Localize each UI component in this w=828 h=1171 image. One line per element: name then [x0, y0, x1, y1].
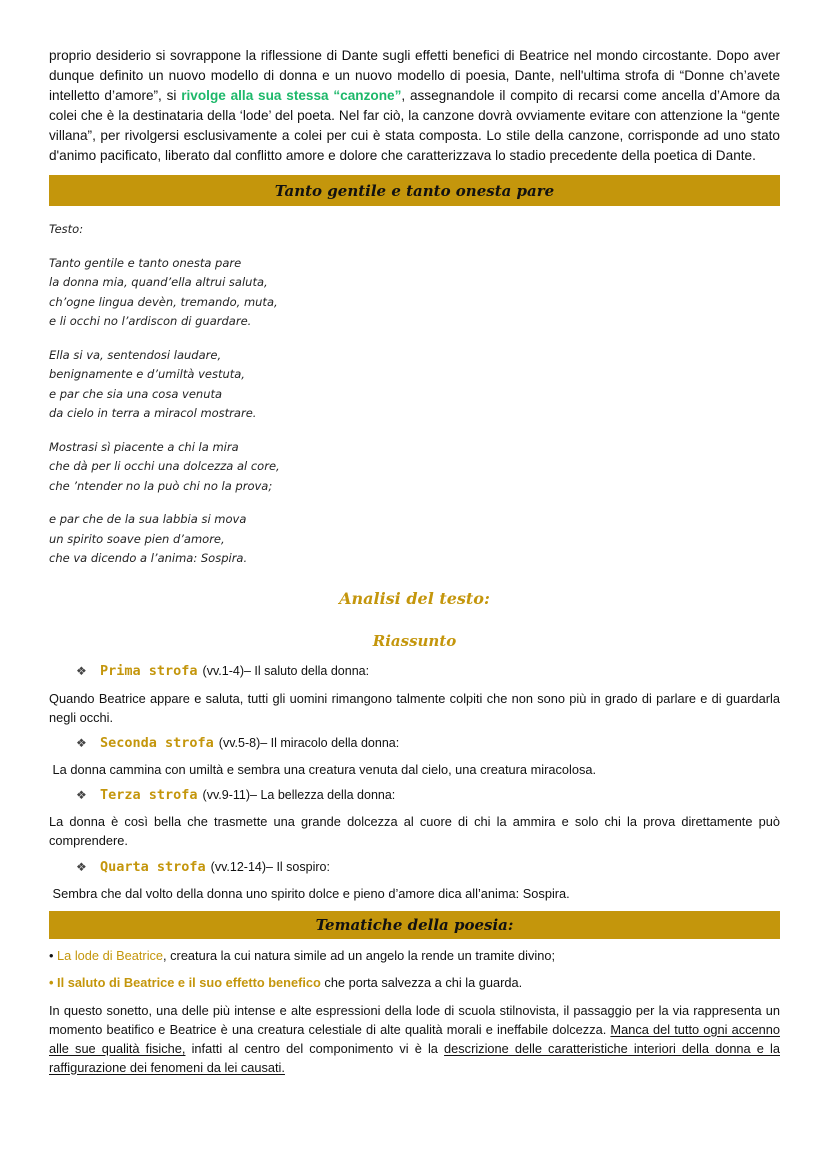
strofa-desc: – Il miracolo della donna: — [260, 735, 400, 750]
poem-verse: che dà per li occhi una dolcezza al core, — [49, 459, 280, 473]
section-title-band — [49, 911, 780, 939]
document-page — [49, 46, 780, 1077]
strofa-name: Seconda strofa — [100, 734, 214, 751]
intro-paragraph: proprio desiderio si sovrappone la riflessione di Dante sugli effetti benefici di Beatrice nel mondo circostante. Dopo aver dunque definito un nuovo modello di donna e un nuovo modello di poesia, Dante, nell'ultima strofa di “Donne ch’avete intelletto d’amore”, si rivolge alla sua stessa “canzone”, assegnandole il compito di recarsi come ancella d’Amore da colei che è la destinataria della ‘lode’ del poeta. Nel far ciò, la canzone dovrà ovviamente evitare con attenzione la “gente villana”, per rivolgersi esclusivamente a colei per cui è stata composta. Lo stile della canzone, corrisponde ad uno stato d'animo pacificato, liberato dal conflitto amore e dolore che caratterizzava lo stadio precedente della poetica di Dante. — [49, 48, 780, 163]
poem-stanza — [49, 254, 780, 332]
poem-verse: Ella si va, sentendosi laudare, — [49, 347, 222, 362]
poem-verse: un spirito soave pien d’amore, — [49, 531, 225, 546]
strofa-item — [49, 735, 780, 751]
strofa-name: Terza strofa — [100, 786, 198, 803]
poem-stanza — [49, 438, 780, 497]
poem-verse: benignamente e d’umiltà vestuta, — [49, 367, 245, 381]
conclusion-paragraph: In questo sonetto, una delle più intense e alte espressioni della lode di scuola stilnovista, il passaggio per la via rappresenta un momento beatifico e Beatrice è una creatura celestiale di alte qualità morali e ineffabile dolcezza. Manca del tutto ogni accenno alle sue qualità fisiche, infatti al centro del componimento vi è la descrizione delle caratteristiche interiori della donna e la raffigurazione dei fenomeni da lei causati. — [49, 1002, 780, 1075]
strofa-item — [49, 663, 780, 679]
poem-block — [49, 220, 780, 569]
strofa-item — [49, 787, 780, 803]
section-title: Tematiche della poesia: — [315, 915, 514, 934]
strofa-range: (vv.9-11) — [202, 787, 251, 802]
poem-verse: e li occhi no l’ardiscon di guardare. — [49, 314, 252, 328]
underlined-text: Manca del tutto ogni accenno alle sue qualità fisiche, — [49, 1021, 780, 1056]
poem-verse: ch’ogne lingua devèn, tremando, muta, — [49, 294, 278, 309]
poem-verse: e par che de la sua labbia si mova — [49, 512, 247, 526]
poem-stanza — [49, 346, 780, 424]
strofa-summary: La donna cammina con umiltà e sembra una creatura venuta dal cielo, una creatura miracolosa. — [49, 761, 597, 777]
strofa-range: (vv.12-14) — [210, 859, 267, 874]
theme-item: • La lode di Beatrice, creatura la cui natura simile ad un angelo la rende un tramite divino; — [49, 947, 555, 963]
poem-verse: la donna mia, quand’ella altrui saluta, — [49, 275, 268, 289]
theme-item: • Il saluto di Beatrice e il suo effetto benefico che porta salvezza a chi la guarda. — [49, 974, 523, 990]
strofa-desc: – Il sospiro: — [266, 859, 330, 874]
poem-verse: Mostrasi sì piacente a chi la mira — [49, 439, 239, 454]
strofa-name: Prima strofa — [100, 662, 198, 679]
section-title-band — [49, 175, 780, 206]
summary-subtitle: Riassunto — [372, 631, 457, 650]
poem-stanza — [49, 510, 780, 569]
diamond-bullet-icon: ❖ — [76, 735, 87, 750]
diamond-bullet-icon: ❖ — [76, 663, 87, 678]
theme-label: La lode di Beatrice — [57, 947, 164, 963]
strofa-range: (vv.5-8) — [218, 735, 261, 750]
underlined-text: descrizione delle caratteristiche interiori della donna e la raffigurazione dei fenomeni da lei causati. — [49, 1040, 780, 1075]
poem-label: Testo: — [49, 222, 84, 236]
poem-verse: che ’ntender no la può chi no la prova; — [49, 478, 273, 493]
section-title: Tanto gentile e tanto onesta pare — [274, 181, 555, 200]
strofa-desc: – La bellezza della donna: — [250, 787, 396, 802]
strofa-desc: – Il saluto della donna: — [243, 663, 370, 678]
strofa-range: (vv.1-4) — [202, 663, 244, 678]
theme-label: • Il saluto di Beatrice e il suo effetto benefico — [49, 974, 321, 990]
poem-verse: Tanto gentile e tanto onesta pare — [49, 255, 242, 270]
highlight-canzone: rivolge alla sua stessa “canzone” — [181, 88, 402, 103]
poem-verse: da cielo in terra a miracol mostrare. — [49, 406, 257, 420]
strofa-summary: Sembra che dal volto della donna uno spirito dolce e pieno d’amore dica all’anima: Sospira. — [49, 885, 570, 901]
strofa-summary: Quando Beatrice appare e saluta, tutti gli uomini rimangono talmente colpiti che non sono più in grado di parlare e di guardarla negli occhi. — [49, 690, 780, 725]
analysis-title: Analisi del testo: — [339, 588, 490, 608]
strofa-item — [49, 859, 780, 875]
diamond-bullet-icon: ❖ — [76, 787, 87, 802]
strofa-name: Quarta strofa — [100, 858, 206, 875]
poem-verse: e par che sia una cosa venuta — [49, 386, 223, 401]
strofa-summary: La donna è così bella che trasmette una grande dolcezza al cuore di chi la ammira e solo chi la prova direttamente può comprendere. — [49, 813, 780, 848]
diamond-bullet-icon: ❖ — [76, 859, 87, 874]
poem-verse: che va dicendo a l’anima: Sospira. — [49, 551, 248, 565]
